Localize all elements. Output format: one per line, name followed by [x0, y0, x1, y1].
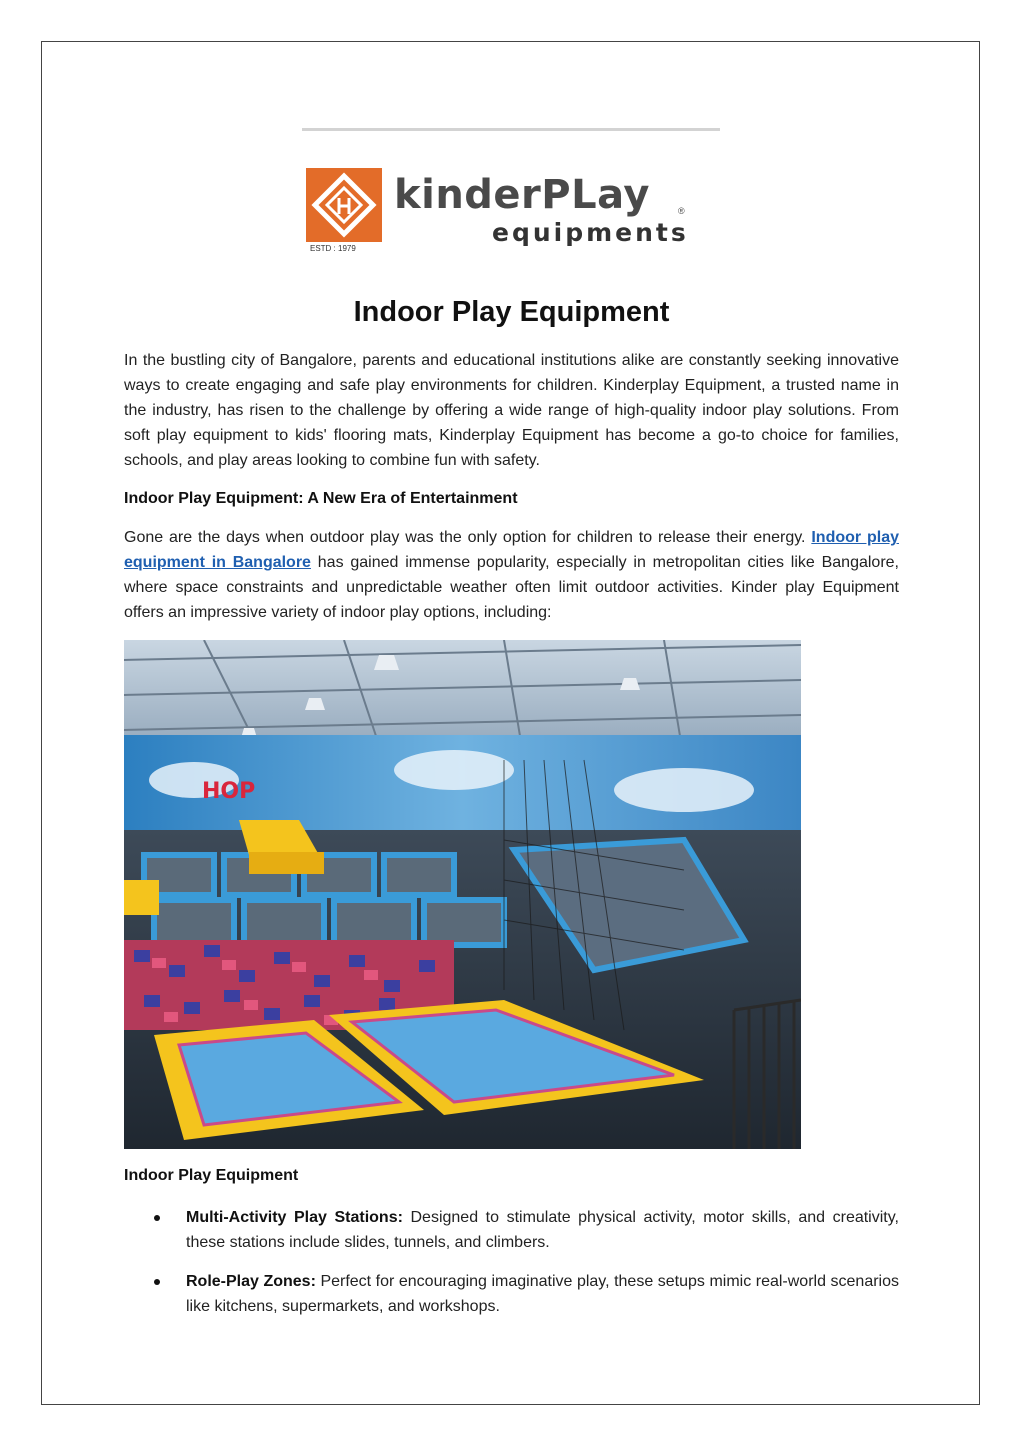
- logo-brand-word: kinder: [394, 172, 542, 218]
- feature-list: [124, 1205, 899, 1333]
- logo-brand-word2: PLay: [541, 172, 650, 218]
- list-item-text: Perfect for encouraging imaginative play, these setups mimic real-world scenarios like kitchens, supermarkets, and workshops.: [186, 1273, 900, 1315]
- kinderplay-logo-icon: [306, 168, 382, 242]
- bullet-icon: [154, 1279, 160, 1285]
- header-divider: [302, 128, 720, 131]
- indoor-play-equipment-link[interactable]: Indoor play equipment in Bangalore: [124, 529, 899, 571]
- section-paragraph: [124, 525, 899, 625]
- kinderplay-logo: [306, 168, 696, 260]
- logo-established-text: ESTD : 1979: [310, 244, 356, 253]
- image-caption: Indoor Play Equipment: [124, 1167, 299, 1184]
- logo-registered-mark: ®: [678, 206, 685, 216]
- list-item-label: Multi-Activity Play Stations:: [186, 1209, 403, 1226]
- section-text-after-link: has gained immense popularity, especially in metropolitan cities like Bangalore, where space constraints and unpredictable weather often limit outdoor activities. Kinder play Equipment offers an impressive variety of indoor play options, including:: [124, 554, 899, 621]
- logo-tagline: equipments: [492, 218, 689, 247]
- intro-paragraph: In the bustling city of Bangalore, parents and educational institutions alike are constantly seeking innovative ways to create engaging and safe play environments for children. Kinderplay Equipment, a trusted name in the industry, has risen to the challenge by offering a wide range of high-quality indoor play solutions. From soft play equipment to kids' flooring mats, Kinderplay Equipment has become a go-to choice for families, schools, and play areas looking to combine fun with safety.: [124, 352, 899, 469]
- logo-brand-name: [394, 172, 650, 218]
- page-title: Indoor Play Equipment: [353, 296, 670, 328]
- list-item: [124, 1269, 899, 1319]
- list-item: [124, 1205, 899, 1255]
- svg-text:HOP: HOP: [202, 779, 256, 804]
- indoor-trampoline-park-photo: [124, 640, 801, 1149]
- list-item-label: Role-Play Zones:: [186, 1273, 316, 1290]
- section-heading: Indoor Play Equipment: A New Era of Entertainment: [124, 490, 518, 507]
- section-text-before-link: Gone are the days when outdoor play was the only option for children to release their energy.: [124, 529, 812, 546]
- list-item-text: Designed to stimulate physical activity, motor skills, and creativity, these stations include slides, tunnels, and climbers.: [186, 1209, 899, 1251]
- bullet-icon: [154, 1215, 160, 1221]
